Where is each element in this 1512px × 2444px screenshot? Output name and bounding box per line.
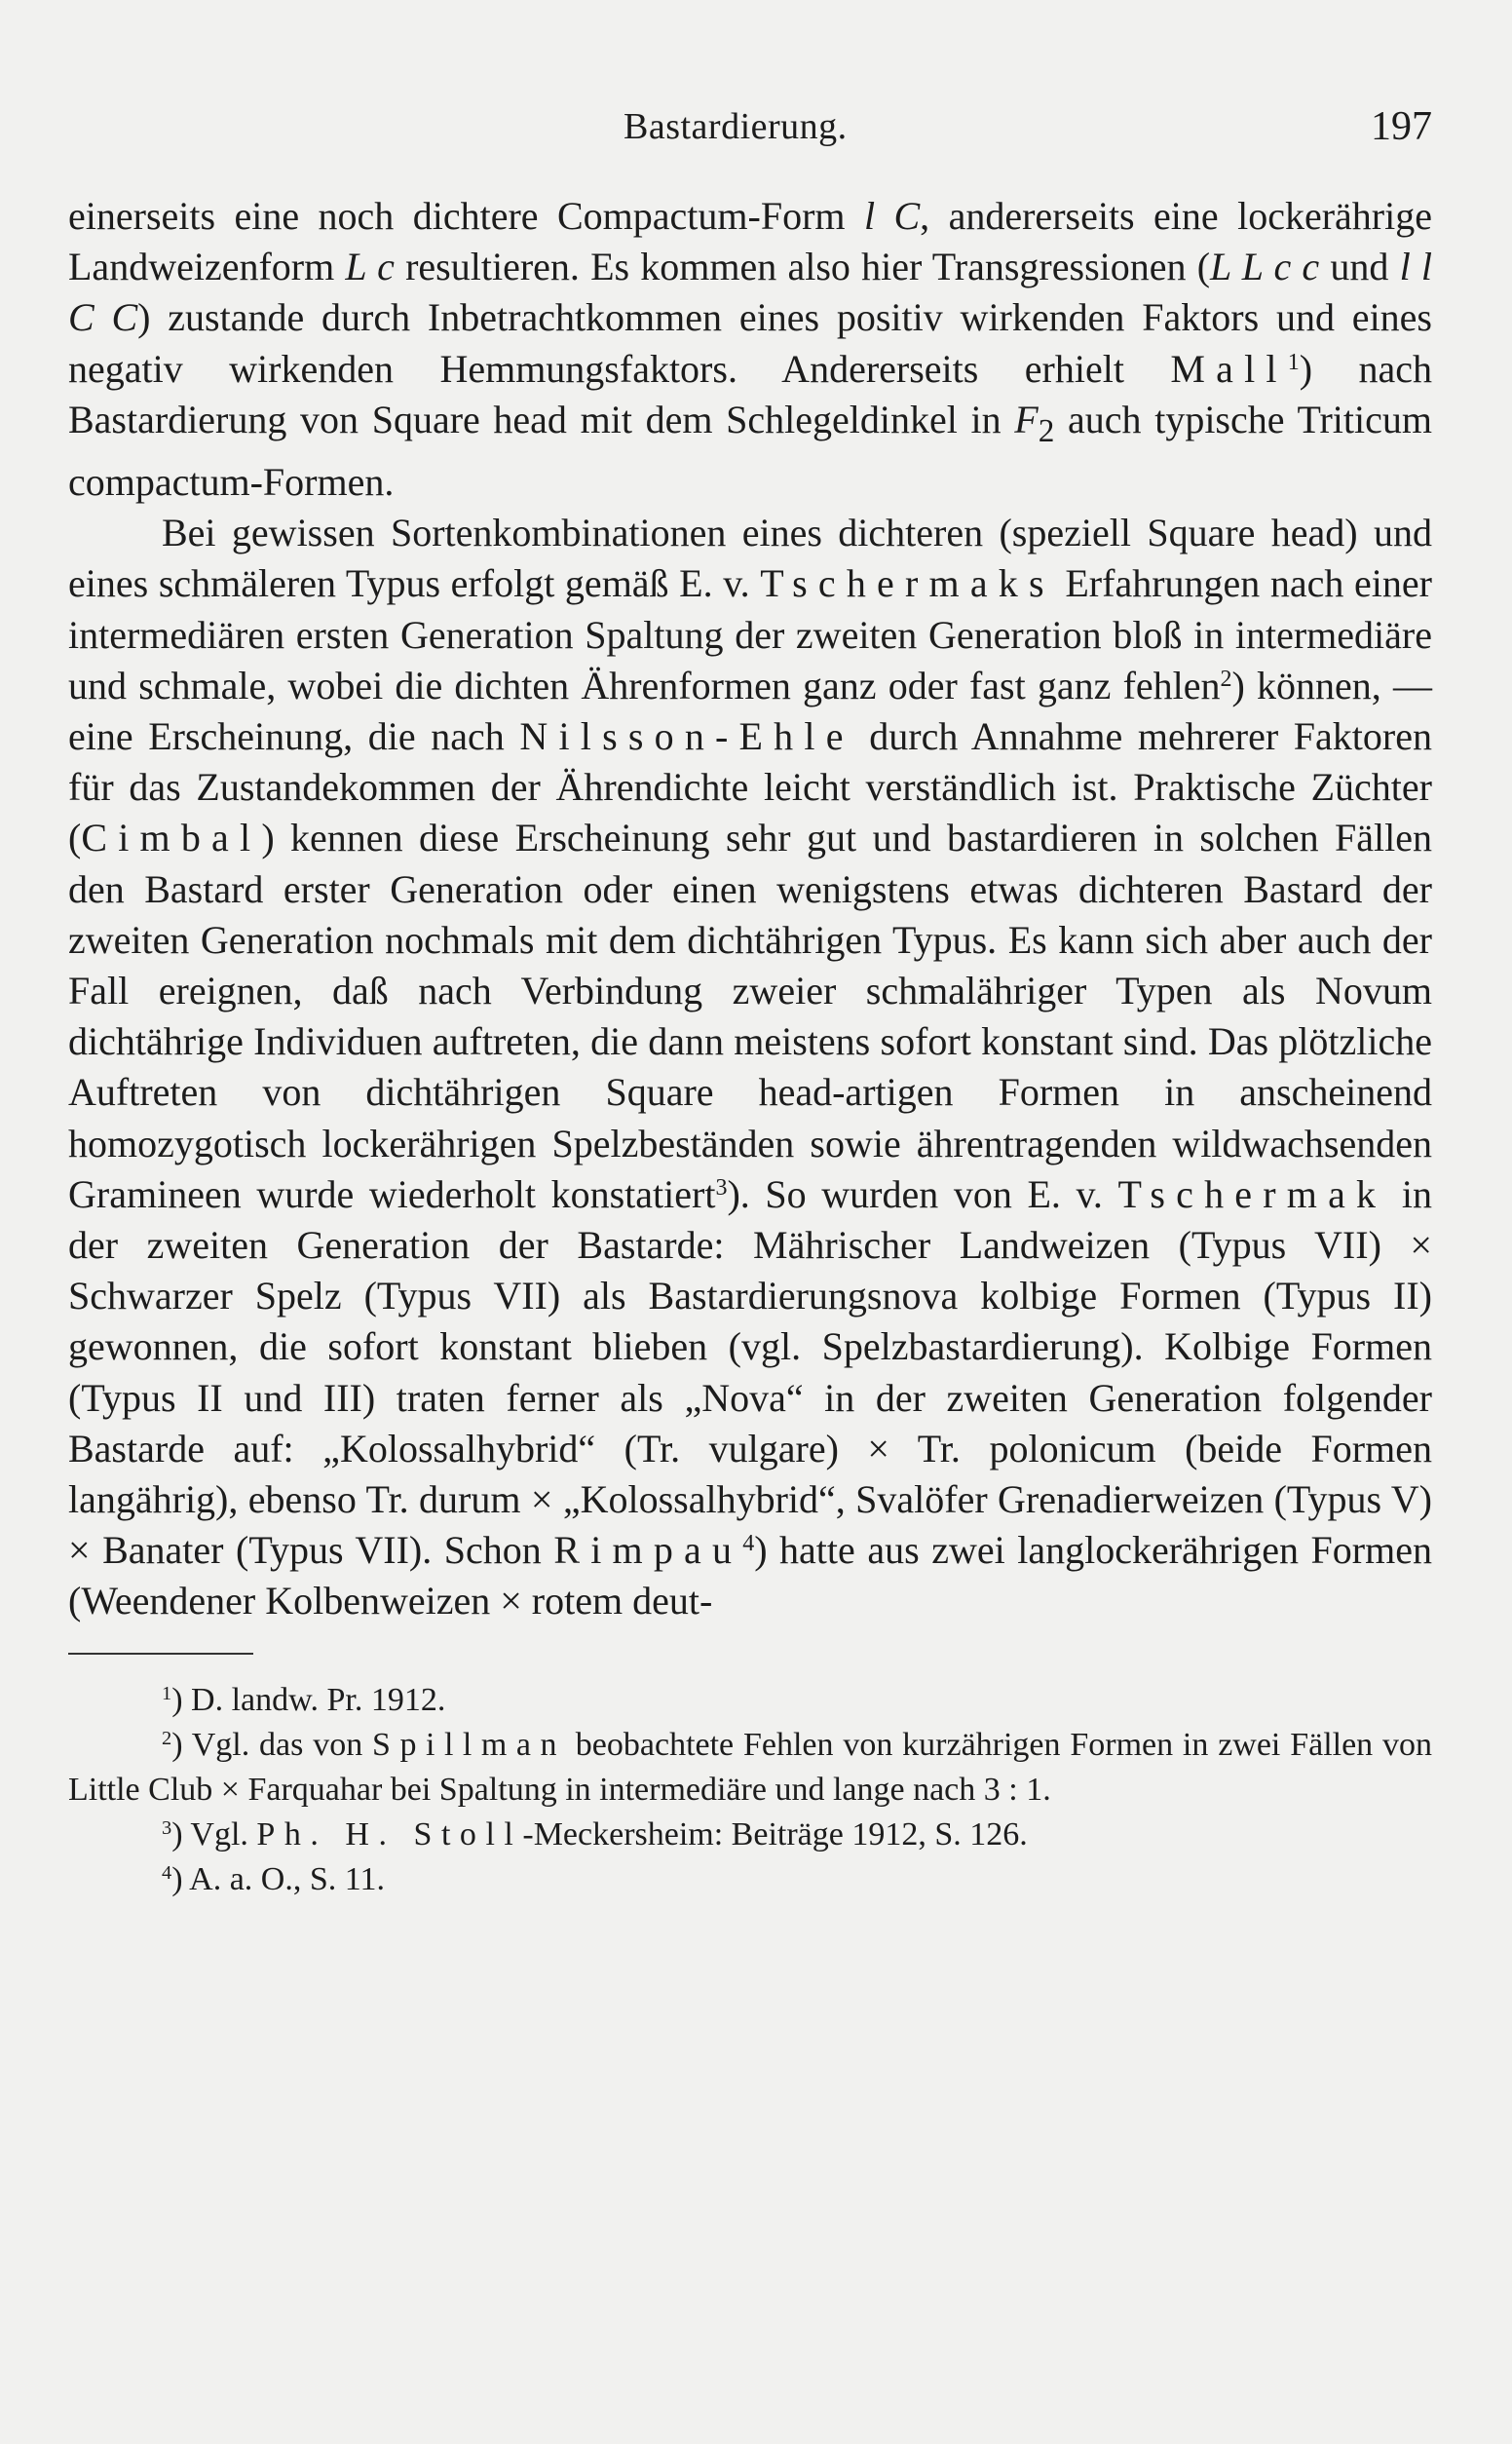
text-run: in der zweiten Generation der Bastarde: Mährischer Landweizen (Typus VII) × Schwarzer Spelz (Typus VII) als Bastardierungsnova kolbige Formen (Typus II) gewonnen, die sofort konstant blieben (vgl. Spelzbastardierung). Kolbige Formen (Typus II und III) traten ferner als „Nova“ in der zweiten Generation folgender Bastarde auf: „Kolossalhybrid“ (Tr. vulgare) × Tr. polonicum (beide Formen langährig), ebenso Tr. durum × „Kolossalhybrid“, Svalöfer Grenadierweizen (Typus V) × Banater (Typus VII). Schon bbox=[68, 1171, 1432, 1573]
paragraph-1 bbox=[68, 191, 1432, 508]
body-text bbox=[68, 191, 1432, 1627]
text-run: Bei gewissen Sortenkombinationen eines dichteren (speziell Square head) und eines schmäleren Typus erfolgt gemäß E. v. bbox=[68, 511, 1432, 606]
paragraph-2 bbox=[68, 508, 1432, 1626]
author-name: Rimpau bbox=[553, 1528, 743, 1573]
text-run: ) zustande durch Inbetrachtkommen eines positiv wirkenden Faktors und eines negativ wirkenden Hemmungsfaktors. Andererseits erhielt bbox=[68, 295, 1432, 391]
footnote-divider bbox=[68, 1653, 253, 1655]
formula: L c bbox=[345, 245, 395, 289]
text-run: ) hatte aus zwei langlockerährigen Formen (Weendener Kolbenweizen × rotem deut- bbox=[68, 1528, 1432, 1623]
page-number: 197 bbox=[1371, 104, 1432, 149]
text-run: auch typische Triticum compactum-Formen. bbox=[68, 397, 1432, 505]
footnote-text: beobachtete Fehlen von kurzährigen Formen in zwei Fällen von Little Club × Farquahar bei Spaltung in intermediäre und lange nach 3 : 1. bbox=[68, 1726, 1432, 1808]
author-name: Spillman bbox=[372, 1726, 566, 1763]
footnote-text: ) A. a. O., S. 11. bbox=[171, 1860, 385, 1897]
footnote-ref: 4 bbox=[742, 1531, 755, 1557]
author-name: Ph. H. Stoll bbox=[256, 1815, 523, 1852]
footnote-3 bbox=[68, 1813, 1432, 1857]
text-run: resultieren. Es kommen also hier Transgressionen ( bbox=[394, 245, 1211, 289]
formula: l C bbox=[863, 194, 921, 238]
footnote-ref: 1 bbox=[1287, 349, 1300, 375]
footnote-text: ) D. landw. Pr. 1912. bbox=[171, 1681, 446, 1718]
text-run: durch Annahme mehrerer Faktoren für das Zustandekommen der Ährendichte leicht verständlich ist. Praktische Züchter ( bbox=[68, 714, 1432, 860]
footnotes bbox=[68, 1678, 1432, 1902]
footnote-mark: 1 bbox=[162, 1682, 172, 1704]
footnote-mark: 4 bbox=[162, 1861, 172, 1884]
author-name: Tschermaks bbox=[760, 561, 1055, 606]
footnote-text: ) Vgl. das von bbox=[171, 1726, 373, 1763]
text-run: und bbox=[1319, 245, 1400, 289]
footnote-mark: 2 bbox=[162, 1727, 172, 1749]
author-name: Cimbal bbox=[81, 816, 262, 860]
footnote-ref: 2 bbox=[1220, 666, 1232, 692]
author-name: Mall bbox=[1170, 346, 1288, 391]
footnote-mark: 3 bbox=[162, 1816, 172, 1839]
book-page bbox=[68, 97, 1432, 1902]
text-run: , andererseits eine lockerährige Landweizenform bbox=[68, 194, 1432, 289]
footnote-ref: 3 bbox=[715, 1174, 728, 1201]
running-title: Bastardierung. bbox=[624, 106, 848, 147]
author-name: Nilsson-Ehle bbox=[519, 714, 854, 759]
author-name: Tschermak bbox=[1117, 1171, 1387, 1216]
page-header bbox=[68, 97, 1432, 156]
footnote-text: -Meckersheim: Beiträge 1912, S. 126. bbox=[522, 1815, 1028, 1852]
text-run: einerseits eine noch dichtere Compactum-Form bbox=[68, 194, 864, 238]
footnote-2 bbox=[68, 1723, 1432, 1813]
text-run: ) kennen diese Erscheinung sehr gut und bastardieren in solchen Fällen den Bastard erster Generation oder einen wenigstens etwas dichteren Bastard der zweiten Generation nochmals mit dem dichtährigen Typus. Es kann sich aber auch der Fall ereignen, daß nach Verbindung zweier schmalähriger Typen als Novum dichtährige Individuen auftreten, die dann meistens sofort konstant sind. Das plötzliche Auftreten von dichtährigen Square head-artigen Formen in anscheinend homozygotisch lockerährigen Spelzbeständen sowie ährentragenden wildwachsenden Gramineen wurde wiederholt konstatiert bbox=[68, 816, 1432, 1216]
footnote-1 bbox=[68, 1678, 1432, 1723]
text-run: ). So wurden von E. v. bbox=[727, 1171, 1118, 1216]
text-run: Erfahrungen nach einer intermediären ersten Generation Spaltung der zweiten Generation bloß in intermediäre und schmale, wobei die dichten Ährenformen ganz oder fast ganz fehlen bbox=[68, 561, 1432, 707]
footnote-text: ) Vgl. bbox=[171, 1815, 257, 1852]
formula: L L c c bbox=[1210, 245, 1320, 289]
formula-subscript: 2 bbox=[1038, 412, 1055, 449]
text-run: ) können, — eine Erscheinung, die nach bbox=[68, 663, 1432, 759]
footnote-4 bbox=[68, 1857, 1432, 1902]
formula: l l C C bbox=[68, 245, 1433, 340]
formula: F bbox=[1014, 397, 1039, 441]
text-run: ) nach Bastardierung von Square head mit dem Schlegeldinkel in bbox=[68, 346, 1432, 441]
